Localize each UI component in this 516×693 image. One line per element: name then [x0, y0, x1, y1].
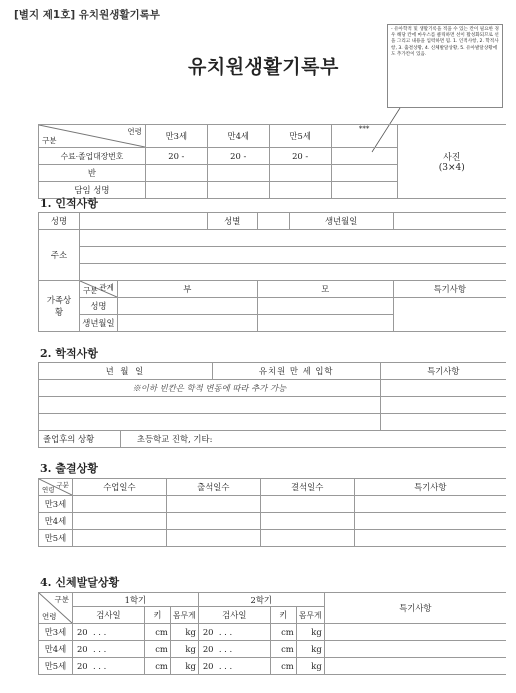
academic-table — [38, 362, 506, 448]
section-heading: 1. 인적사항 — [40, 197, 98, 210]
class-field[interactable] — [207, 165, 269, 182]
address-label: 주소 — [39, 230, 80, 281]
remarks-field[interactable] — [380, 414, 506, 431]
col-header: 출석일수 — [166, 479, 260, 496]
address-field[interactable] — [79, 264, 506, 281]
attendance-field[interactable] — [166, 496, 260, 513]
exam-date-field[interactable]: 20 . . . — [72, 624, 144, 641]
attendance-field[interactable] — [166, 513, 260, 530]
semester-header: 2학기 — [198, 593, 324, 607]
reg-number-field[interactable]: 20 - — [269, 148, 331, 165]
height-field[interactable]: cm — [144, 641, 170, 658]
family-label: 가족상황 — [39, 281, 80, 332]
physical-table — [38, 592, 506, 675]
col-header: 수업일수 — [72, 479, 166, 496]
extra-age-cell: *** — [331, 125, 397, 148]
after-grad-label: 졸업후의 상황 — [39, 431, 121, 448]
age-label: 만3세 — [39, 624, 73, 641]
class-info-table — [38, 124, 506, 199]
empty-cell[interactable] — [331, 148, 397, 165]
height-field[interactable]: cm — [270, 658, 296, 675]
teacher-field[interactable] — [145, 182, 207, 199]
sub-header: 검사일 — [72, 607, 144, 624]
academic-field[interactable] — [39, 397, 381, 414]
birth-label: 생년월일 — [289, 213, 393, 230]
father-header: 부 — [117, 281, 257, 298]
sub-header: 키 — [270, 607, 296, 624]
reg-number-field[interactable]: 20 - — [207, 148, 269, 165]
name-label: 성명 — [39, 213, 80, 230]
remarks-field[interactable] — [380, 380, 506, 397]
age-label: 만4세 — [39, 513, 73, 530]
col-header: 특기사항 — [354, 479, 506, 496]
class-field[interactable] — [269, 165, 331, 182]
sub-header: 몸무게 — [296, 607, 324, 624]
photo-box: 사진 (3×4) — [397, 125, 506, 199]
attendance-field[interactable] — [354, 530, 506, 547]
attendance-field[interactable] — [72, 513, 166, 530]
sub-header: 몸무게 — [170, 607, 198, 624]
empty-cell[interactable] — [331, 182, 397, 199]
remarks-field[interactable] — [324, 624, 506, 641]
remarks-field[interactable] — [380, 397, 506, 414]
form-number-label: [별지 제1호] 유치원생활기록부 — [14, 9, 160, 21]
exam-date-field[interactable]: 20 . . . — [198, 641, 270, 658]
weight-field[interactable]: kg — [170, 624, 198, 641]
section-heading: 2. 학적사항 — [40, 347, 98, 360]
height-field[interactable]: cm — [270, 641, 296, 658]
family-remarks-field[interactable] — [393, 298, 506, 332]
exam-date-field[interactable]: 20 . . . — [198, 624, 270, 641]
instruction-note: - 유아학적 및 생활기록을 적을 수 있는 칸이 필요한 경우 해당 칸에 마우스를 클릭하면 선이 활성화되므로 선을 그리고 내용을 입력하면 됨. 1. 인적사항, 2. 학적사항, 3. 출결상황, 4. 신체발달상황, 5. 유아발달상황에도 추가칸이 있음. — [387, 24, 503, 108]
entry-header: 유치원 만 세 입학 — [212, 363, 380, 380]
attendance-corner-cell: 구분 연령 — [39, 479, 73, 496]
date-header: 년 월 일 — [39, 363, 213, 380]
remarks-field[interactable] — [324, 641, 506, 658]
personal-info-table — [38, 212, 506, 332]
attendance-field[interactable] — [72, 530, 166, 547]
remarks-header: 특기사항 — [380, 363, 506, 380]
attendance-field[interactable] — [72, 496, 166, 513]
physical-corner-cell: 구분 연령 — [39, 593, 73, 624]
age-header: 만4세 — [207, 125, 269, 148]
row-label: 생년월일 — [79, 315, 117, 332]
mother-name-field[interactable] — [257, 298, 393, 315]
after-grad-field[interactable]: 초등학교 진학, 기타: — [120, 431, 506, 448]
birth-field[interactable] — [393, 213, 506, 230]
row-label: 반 — [39, 165, 146, 182]
document-title: 유치원생활기록부 — [188, 56, 339, 78]
age-corner-cell: 연령 구분 — [39, 125, 146, 148]
exam-date-field[interactable]: 20 . . . — [72, 658, 144, 675]
sub-header: 검사일 — [198, 607, 270, 624]
gender-label: 성별 — [207, 213, 257, 230]
attendance-field[interactable] — [260, 513, 354, 530]
height-field[interactable]: cm — [270, 624, 296, 641]
name-field[interactable] — [79, 213, 207, 230]
address-field[interactable] — [79, 247, 506, 264]
section-heading: 4. 신체발달상황 — [40, 576, 120, 589]
remarks-field[interactable] — [324, 658, 506, 675]
attendance-field[interactable] — [260, 496, 354, 513]
weight-field[interactable]: kg — [296, 624, 324, 641]
age-label: 만4세 — [39, 641, 73, 658]
age-header: 만5세 — [269, 125, 331, 148]
weight-field[interactable]: kg — [170, 658, 198, 675]
address-field[interactable] — [79, 230, 506, 247]
mother-header: 모 — [257, 281, 393, 298]
exam-date-field[interactable]: 20 . . . — [72, 641, 144, 658]
father-birth-field[interactable] — [117, 315, 257, 332]
remarks-header: 특기사항 — [393, 281, 506, 298]
weight-field[interactable]: kg — [170, 641, 198, 658]
teacher-field[interactable] — [207, 182, 269, 199]
attendance-field[interactable] — [260, 530, 354, 547]
attendance-field[interactable] — [354, 496, 506, 513]
teacher-field[interactable] — [269, 182, 331, 199]
mother-birth-field[interactable] — [257, 315, 393, 332]
age-header: 만3세 — [145, 125, 207, 148]
age-label: 만5세 — [39, 530, 73, 547]
sub-header: 키 — [144, 607, 170, 624]
attendance-field[interactable] — [166, 530, 260, 547]
section-heading: 3. 출결상황 — [40, 462, 98, 475]
semester-header: 1학기 — [72, 593, 198, 607]
gender-field[interactable] — [257, 213, 289, 230]
attendance-table — [38, 478, 506, 547]
exam-date-field[interactable]: 20 . . . — [198, 658, 270, 675]
height-field[interactable]: cm — [144, 624, 170, 641]
empty-cell[interactable] — [331, 165, 397, 182]
age-label: 만3세 — [39, 496, 73, 513]
family-corner-cell: 관계 구분 — [79, 281, 117, 298]
attendance-field[interactable] — [354, 513, 506, 530]
academic-field[interactable] — [39, 414, 381, 431]
academic-note: ※이하 빈칸은 학적 변동에 따라 추가 가능 — [39, 380, 381, 397]
remarks-header: 특기사항 — [324, 593, 506, 624]
class-field[interactable] — [145, 165, 207, 182]
father-name-field[interactable] — [117, 298, 257, 315]
row-label: 수료·졸업대장번호 — [39, 148, 146, 165]
height-field[interactable]: cm — [144, 658, 170, 675]
age-label: 만5세 — [39, 658, 73, 675]
row-label: 성명 — [79, 298, 117, 315]
weight-field[interactable]: kg — [296, 658, 324, 675]
weight-field[interactable]: kg — [296, 641, 324, 658]
row-label: 담임 성명 — [39, 182, 146, 199]
reg-number-field[interactable]: 20 - — [145, 148, 207, 165]
col-header: 결석일수 — [260, 479, 354, 496]
